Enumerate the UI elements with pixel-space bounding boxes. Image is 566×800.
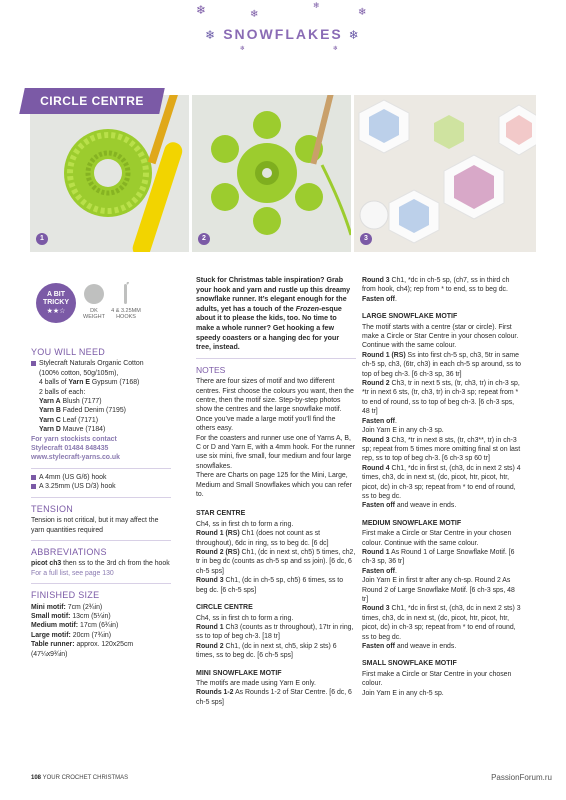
- materials-column: [31, 348, 171, 659]
- circle-centre-heading: CIRCLE CENTRE: [196, 604, 253, 612]
- snowflake-icon: ❄: [348, 28, 361, 42]
- bullet-square-icon: [31, 361, 36, 366]
- size-item: [31, 603, 171, 612]
- notes-paragraph: There are four sizes of motif and two different centres. First choose the colours you want, then the centre, then the motif size. Step-by-step photos show the centres and the large snowflake motif. Once you’ve made a large motif you’ll find the others easy.: [196, 378, 354, 433]
- instructions-column-2: [362, 276, 522, 698]
- small-motif-heading: SMALL SNOWFLAKE MOTIF: [362, 660, 457, 668]
- yarn-label: Yarn C: [39, 416, 61, 424]
- yarn-line-1: Stylecraft Naturals Organic Cotton: [39, 360, 144, 368]
- fasten-off: [362, 417, 522, 426]
- pattern-text: Join Yarn E in any ch-5 sp.: [362, 689, 444, 697]
- star-centre-heading: STAR CENTRE: [196, 510, 246, 518]
- round-instruction: [362, 464, 522, 502]
- section-banner-text: CIRCLE CENTRE: [40, 94, 144, 108]
- yarn-colour: Leaf (7171): [60, 416, 99, 424]
- green-circle-centre-image: [30, 95, 189, 252]
- step-photo-3: [354, 95, 536, 252]
- pattern-text: The motifs are made using Yarn E only.: [196, 679, 316, 687]
- snowflake-runner-image: [354, 95, 536, 252]
- weight-caption: [80, 308, 108, 320]
- yarn-colour: Blush (7177): [60, 398, 102, 406]
- size-value: 13cm (5¼in): [70, 612, 111, 620]
- round-label: Round 1: [362, 548, 390, 556]
- yarn-e-label: Yarn E: [68, 379, 90, 387]
- hooks-caption-1: 4 & 3.25MM: [111, 308, 141, 314]
- size-item: [31, 640, 171, 659]
- abbreviation-entry: [31, 559, 171, 568]
- watermark: PassionForum.ru: [491, 773, 552, 782]
- snowflake-decoration-icon: ❄: [250, 9, 259, 20]
- weight-caption-1: DK: [90, 308, 98, 314]
- round-label: Round 1 (RS): [196, 530, 240, 538]
- weight-caption-2: WEIGHT: [83, 314, 105, 320]
- round-label: Rounds 1-2: [196, 689, 234, 697]
- round-instruction: [196, 548, 356, 576]
- intro-italic: Frozen: [295, 304, 319, 313]
- snowflake-decoration-icon: ❄: [333, 45, 339, 52]
- round-instruction: [196, 576, 356, 595]
- page-footer: [31, 775, 128, 781]
- yarn-item: [31, 425, 171, 434]
- yarn-line-3-pre: 4 balls of: [39, 379, 69, 387]
- green-star-centre-image: [192, 95, 351, 252]
- round-instruction: [196, 642, 356, 661]
- divider: [31, 540, 171, 541]
- size-value: 17cm (6¾in): [78, 622, 119, 630]
- pattern-text: Ch4, ss in first ch to form a ring.: [196, 520, 294, 528]
- round-text: Ch1 (does not count as st throughout), 6dc in ring, ss to beg dc. [6 dc]: [196, 530, 329, 547]
- round-text: As Rounds 1-2 of Star Centre. [6 dc, 6 ch-5 sps]: [196, 689, 352, 706]
- fasten-off-label: Fasten off: [362, 567, 395, 575]
- divider: [31, 468, 171, 469]
- round-instruction: [196, 688, 356, 707]
- round-instruction: [362, 604, 522, 642]
- magazine-name: YOUR CROCHET CHRISTMAS: [41, 775, 129, 781]
- round-instruction: [362, 436, 522, 464]
- medium-motif-heading: MEDIUM SNOWFLAKE MOTIF: [362, 519, 462, 527]
- pattern-text: The motif starts with a centre (star or circle). First make a Circle or Star Centre in your chosen colour. Continue with the same colour.: [362, 323, 519, 350]
- round-text: Ch1, (dc in next st, ch5, skip 2 sts) 6 times, ss to beg dc. [6 ch-5 sps]: [196, 642, 337, 660]
- skill-line-2: TRICKY: [42, 299, 70, 306]
- hooks-caption-2: HOOKS: [116, 314, 136, 320]
- pattern-text: First make a Circle or Star Centre in your chosen colour.: [362, 670, 512, 688]
- fasten-off: [362, 295, 522, 304]
- abbreviations-heading: ABBREVIATIONS: [31, 546, 107, 557]
- yarn-item: [31, 397, 171, 406]
- round-label: Round 3: [196, 577, 224, 585]
- yarn-line-4: 2 balls of each:: [39, 388, 86, 396]
- yarn-label: Yarn B: [39, 407, 61, 415]
- yarn-label: Yarn A: [39, 398, 61, 406]
- stockists-line-1: For yarn stockists contact: [31, 435, 117, 443]
- photo-number-badge: 3: [360, 233, 372, 245]
- round-instruction: [196, 623, 356, 642]
- size-item: [31, 621, 171, 630]
- yarn-item: [31, 416, 171, 425]
- fasten-off-text: and weave in ends.: [394, 643, 457, 651]
- round-label: Round 3: [362, 277, 390, 284]
- mini-motif-heading: MINI SNOWFLAKE MOTIF: [196, 669, 282, 677]
- fasten-off: [362, 501, 522, 510]
- yarn-bullet: [31, 359, 171, 368]
- size-item: [31, 612, 171, 621]
- skill-level-badge: [36, 283, 76, 323]
- yarn-ball-icon: [84, 284, 104, 304]
- fasten-off-label: Fasten off: [362, 502, 395, 510]
- round-label: Round 1 (RS): [362, 351, 406, 359]
- round-text: As Round 1 of Large Snowflake Motif. [6 ch-3 sp, 36 tr]: [362, 548, 515, 566]
- fasten-off-label: Fasten off: [362, 417, 395, 425]
- size-value: approx. 120x25cm (47¼x9¾in): [31, 641, 134, 658]
- round-label: Round 2: [362, 380, 390, 388]
- stockists-link[interactable]: www.stylecraft-yarns.co.uk: [31, 454, 120, 462]
- abbreviation-definition: then ss to the 3rd ch from the hook: [61, 560, 170, 568]
- round-instruction: [196, 529, 356, 548]
- round-label: Round 2: [196, 642, 224, 650]
- size-label: Table runner:: [31, 641, 75, 649]
- round-label: Round 2 (RS): [196, 549, 240, 557]
- hook-bullet: [31, 473, 171, 482]
- yarn-line-3: [31, 378, 171, 387]
- hook-line-1: A 4mm (US G/6) hook: [39, 473, 107, 481]
- snowflake-decoration-icon: ❄: [196, 3, 207, 17]
- fasten-off-label: Fasten off: [362, 295, 395, 303]
- yarn-line-3-post: Gypsum (7168): [89, 379, 140, 387]
- tension-heading: TENSION: [31, 503, 74, 514]
- fasten-off-label: Fasten off: [362, 643, 395, 651]
- stockists-line-2: Stylecraft 01484 848435: [31, 445, 109, 453]
- yarn-item: [31, 406, 171, 415]
- round-text: Ch3, *tr in next 8 sts, (tr, ch3**, tr) in ch-3 sp; repeat from 5 times more omitting final st on last rep, ss to top of beg ch-3. [6 ch-3 sp 60 tr]: [362, 436, 521, 463]
- snowflake-decoration-icon: ❄: [313, 1, 320, 10]
- fasten-off: [362, 642, 522, 651]
- round-text: Ch1, *dc in ch-5 sp, (ch7, ss in third ch from hook, ch4); rep from * to end, ss to beg dc.: [362, 277, 510, 294]
- tension-text: Tension is not critical, but it may affect the yarn quantities required: [31, 517, 159, 534]
- round-text: Ss into first ch-5 sp, ch3, 5tr in same ch-5 sp, ch3, (6tr, ch3) in each ch-5 sp around, ss to top of beg ch-3. [6 ch-3 sp, 36 tr]: [362, 351, 521, 378]
- abbreviation-term: picot ch3: [31, 560, 62, 568]
- divider: [31, 583, 171, 584]
- intro-text-end: -esque about it to please the kids, too. No time to make a whole runner? Get hooking a few speedy coasters or a hanging dec for your tree, instead.: [196, 304, 342, 352]
- snowflake-decoration-icon: ❄: [358, 7, 367, 18]
- round-label: Round 4: [362, 464, 390, 472]
- hook-bullet: [31, 482, 171, 491]
- size-label: Large motif:: [31, 631, 71, 639]
- yarn-label: Yarn D: [39, 426, 61, 434]
- page-number: 108: [31, 775, 42, 781]
- notes-paragraph: There are Charts on page 125 for the Mini, Large, Medium and Small Snowflakes which you can refer to.: [196, 472, 352, 499]
- page-title: ❄ SNOWFLAKES ❄: [205, 26, 361, 42]
- round-text: Ch3, tr in next 5 sts, (tr, ch3, tr) in ch-3 sp, *tr in next 6 sts, (tr, ch3, tr) in ch-3 sp; repeat from * to end of round, ss to top of beg ch-3. [6 ch-3 sps, 48 tr]: [362, 380, 520, 416]
- round-text: Ch3 (counts as tr throughout), 17tr in ring, ss to top of beg ch-3. [18 tr]: [196, 623, 354, 641]
- round-text: Ch1, (dc in ch-5 sp, ch5) 6 times, ss to beg dc. [6 ch-5 sps]: [196, 577, 344, 594]
- round-label: Round 3: [362, 605, 390, 613]
- size-label: Small motif:: [31, 612, 71, 620]
- notes-paragraph: For the coasters and runner use one of Yarns A, B, C or D and Yarn E, with a 4mm hook. For the runner use six mini, five small, four medium and four large snowflakes.: [196, 434, 356, 470]
- crochet-hook-icon: [118, 282, 132, 304]
- photo-number-badge: 1: [36, 233, 48, 245]
- snowflake-icon: ❄: [205, 28, 218, 42]
- skill-stars: ★★☆: [46, 307, 66, 315]
- fasten-off-text: .: [394, 417, 397, 425]
- pattern-text: Join Yarn E in first tr after any ch-sp. Round 2 As Round 2 of Large Snowflake Motif. [6 ch-3 sps, 48 tr]: [362, 577, 515, 603]
- skill-line-1: A BIT: [46, 291, 66, 298]
- round-instruction: [362, 276, 522, 295]
- round-instruction: [362, 548, 522, 567]
- size-value: 20cm (7¾in): [70, 631, 112, 639]
- round-label: Round 3: [362, 436, 390, 444]
- round-label: Round 1: [196, 623, 224, 631]
- you-will-need-heading: YOU WILL NEED: [31, 347, 106, 357]
- yarn-colour: Mauve (7184): [60, 426, 106, 434]
- snowflake-decoration-icon: ❄: [240, 45, 246, 52]
- finished-size-heading: FINISHED SIZE: [31, 590, 100, 601]
- yarn-colour: Faded Denim (7195): [60, 407, 126, 415]
- yarn-line-2: (100% cotton, 50g/105m),: [39, 369, 119, 377]
- pattern-text: Join Yarn E in any ch-3 sp.: [362, 427, 444, 435]
- hook-line-2: A 3.25mm (US D/3) hook: [39, 483, 116, 491]
- step-photo-1: [30, 95, 189, 252]
- divider: [196, 358, 356, 359]
- size-item: [31, 631, 171, 640]
- size-value: 7cm (2¾in): [65, 603, 103, 611]
- intro-text: Stuck for Christmas table inspiration? Grab your hook and yarn and rustle up this dreamy snowflake runner. It’s elegant enough for the adults, yet has a touch of the: [196, 276, 351, 313]
- full-list-note: For a full list, see page 130: [31, 569, 114, 577]
- photo-number-badge: 2: [198, 233, 210, 245]
- bullet-square-icon: [31, 475, 36, 480]
- fasten-off-text: .: [394, 567, 397, 575]
- hooks-caption: [110, 308, 142, 320]
- size-label: Medium motif:: [31, 622, 79, 630]
- bullet-square-icon: [31, 484, 36, 489]
- round-text: Ch1, (dc in next st, ch5) 5 times, ch2, tr in beg dc (counts as ch-5 sp and ss join). [6 dc, 6 ch-5 sps]: [196, 549, 356, 575]
- pattern-text: First make a Circle or Star Centre in your chosen colour. Continue with the same colour.: [362, 530, 512, 547]
- divider: [31, 497, 171, 498]
- fasten-off-text: .: [394, 295, 397, 303]
- round-instruction: [362, 351, 522, 379]
- round-instruction: [362, 379, 522, 417]
- size-label: Mini motif:: [31, 603, 66, 611]
- instructions-column-1: [196, 276, 356, 707]
- round-text: Ch1, *dc in first st, (ch3, dc in next 2 sts) 4 times, ch3, dc in next st, (dc, picot, htr, picot, htr, picot, dc) in ch-3 sp; repeat from * to end of round, ss to beg dc.: [362, 464, 521, 500]
- intro-paragraph: [196, 276, 356, 353]
- round-text: Ch1, *dc in first st, (ch3, dc in next 2 sts) 3 times, ch3, dc in next st, (dc, picot, htr, picot, htr, picot, dc) in ch-3 sp; repeat from * to end of round, ss to beg dc.: [362, 605, 521, 641]
- step-photo-2: [192, 95, 351, 252]
- fasten-off-text: and weave in ends.: [394, 502, 457, 510]
- large-motif-heading: LARGE SNOWFLAKE MOTIF: [362, 313, 458, 321]
- fasten-off: [362, 567, 522, 576]
- pattern-text: Ch4, ss in first ch to form a ring.: [196, 614, 294, 622]
- notes-heading: NOTES: [196, 364, 226, 375]
